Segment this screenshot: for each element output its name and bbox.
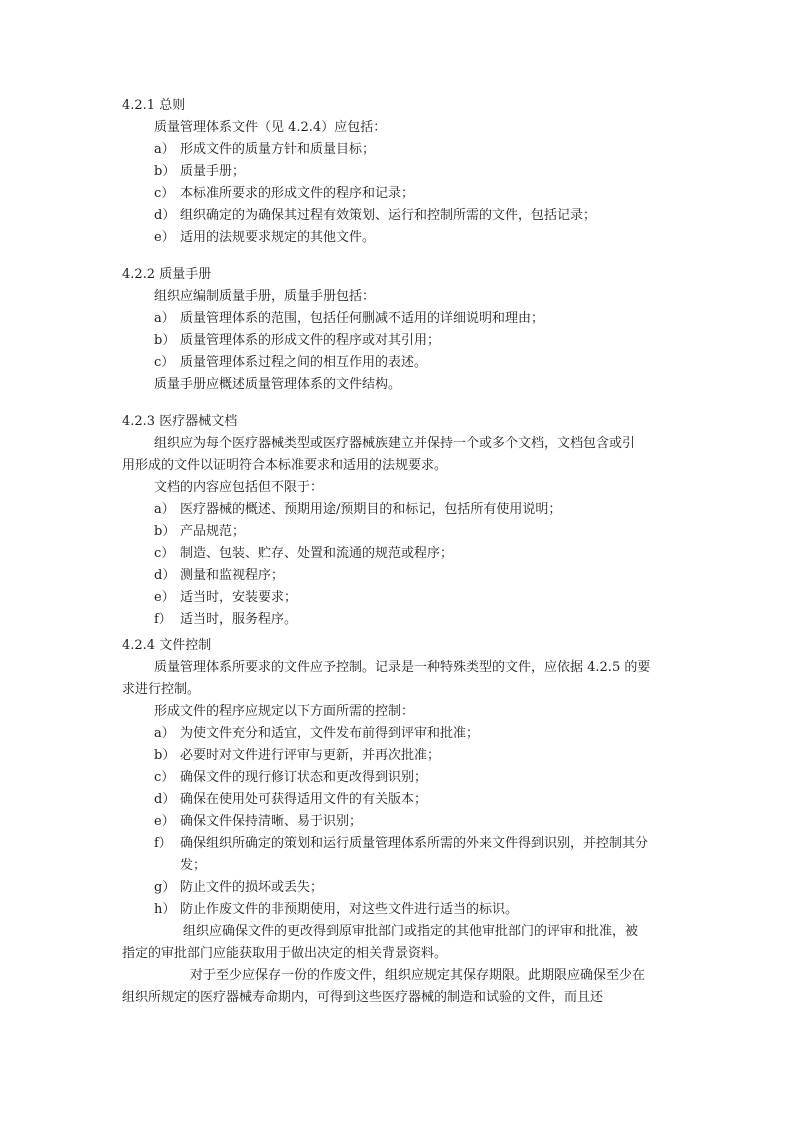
list-item — [154, 609, 297, 631]
item-text: 组织确定的为确保其过程有效策划、运行和控制所需的文件，包括记录； — [180, 208, 597, 223]
item-label: a） — [154, 311, 175, 326]
item-text: 适当时，服务程序。 — [180, 612, 298, 627]
item-label: c） — [154, 186, 175, 201]
heading-4-2-2: 4.2.2 质量手册 — [122, 267, 212, 282]
item-text: 必要时对文件进行评审与更新，并再次批准； — [180, 748, 441, 763]
paragraph-line: 用形成的文件以证明符合本标准要求和适用的法规要求。 — [122, 458, 448, 473]
list-item — [154, 352, 427, 374]
item-text: 本标准所要求的形成文件的程序和记录； — [180, 186, 415, 201]
item-text: 质量管理体系过程之间的相互作用的表述。 — [180, 355, 428, 370]
item-label: c） — [154, 770, 175, 785]
list-item — [154, 543, 453, 565]
heading-4-2-4: 4.2.4 文件控制 — [122, 638, 212, 653]
item-text: 医疗器械的概述、预期用途/预期目的和标记，包括所有使用说明； — [180, 502, 562, 517]
item-label: e） — [154, 814, 175, 829]
item-label: e） — [154, 590, 175, 605]
item-label: b） — [154, 748, 176, 763]
item-text: 防止文件的损坏或丢失； — [180, 880, 324, 895]
intro-4-2-1: 质量管理体系文件（见 4.2.4）应包括： — [154, 120, 387, 135]
list-item — [154, 877, 323, 899]
list-item — [154, 899, 518, 921]
list-item — [154, 205, 596, 227]
list-item — [154, 161, 245, 183]
item-text: 为使文件充分和适宜，文件发布前得到评审和批准； — [180, 726, 480, 741]
item-label: b） — [154, 164, 176, 179]
item-label: d） — [154, 208, 176, 223]
list-item — [154, 723, 479, 745]
list-item — [154, 139, 375, 161]
item-text: 制造、包装、贮存、处置和流通的规范或程序； — [180, 546, 454, 561]
item-text: 测量和监视程序； — [180, 568, 285, 583]
list-item — [154, 499, 561, 521]
paragraph-line: 组织所规定的医疗器械寿命期内，可得到这些医疗器械的制造和试验的文件，而且还 — [122, 990, 604, 1005]
item-label: h） — [154, 902, 176, 917]
item-text: 质量手册； — [180, 164, 246, 179]
intro-4-2-2: 组织应编制质量手册，质量手册包括： — [154, 289, 376, 304]
paragraph-line: 求进行控制。 — [122, 682, 201, 697]
item-label: b） — [154, 524, 176, 539]
item-label: g） — [154, 880, 176, 895]
item-label: d） — [154, 568, 176, 583]
item-text: 适用的法规要求规定的其他文件。 — [180, 230, 376, 245]
list-item — [154, 811, 362, 833]
intro-4-2-4: 形成文件的程序应规定以下方面所需的控制： — [154, 704, 415, 719]
list-item — [154, 767, 427, 789]
item-label: f） — [154, 612, 172, 627]
item-text: 确保组织所确定的策划和运行质量管理体系所需的外来文件得到识别，并控制其分 — [180, 836, 649, 851]
list-item — [154, 330, 440, 352]
item-label: a） — [154, 726, 175, 741]
item-text: 确保文件保持清晰、易于识别； — [180, 814, 363, 829]
item-label: a） — [154, 142, 175, 157]
list-item — [154, 745, 440, 767]
item-text: 确保文件的现行修订状态和更改得到识别； — [180, 770, 428, 785]
item-label: f） — [154, 836, 172, 851]
item-label: e） — [154, 230, 175, 245]
list-item — [154, 521, 245, 543]
paragraph-line: 指定的审批部门应能获取用于做出决定的相关背景资料。 — [122, 946, 448, 961]
item-label: c） — [154, 546, 175, 561]
list-item — [154, 183, 414, 205]
list-item-continuation: 发； — [180, 858, 207, 873]
item-text: 产品规范； — [180, 524, 246, 539]
paragraph-line: 组织应确保文件的更改得到原审批部门或指定的其他审批部门的评审和批准，被 — [183, 924, 639, 939]
paragraph-line: 质量管理体系所要求的文件应予控制。记录是一种特殊类型的文件，应依据 4.2.5 的要 — [154, 660, 651, 675]
item-text: 质量管理体系的形成文件的程序或对其引用； — [180, 333, 441, 348]
list-item — [154, 789, 427, 811]
list-item — [154, 565, 284, 587]
item-text: 确保在使用处可获得适用文件的有关版本； — [180, 792, 428, 807]
paragraph-line: 组织应为每个医疗器械类型或医疗器械族建立并保持一个或多个文档，文档包含或引 — [154, 436, 636, 451]
item-text: 形成文件的质量方针和质量目标； — [180, 142, 376, 157]
list-item — [154, 833, 648, 855]
item-label: d） — [154, 792, 176, 807]
paragraph-line: 对于至少应保存一份的作废文件，组织应规定其保存期限。此期限应确保至少在 — [190, 968, 646, 983]
item-label: a） — [154, 502, 175, 517]
list-item — [154, 308, 544, 330]
intro-4-2-3: 文档的内容应包括但不限于： — [154, 480, 324, 495]
list-item — [154, 587, 297, 609]
item-text: 质量管理体系的范围，包括任何删减不适用的详细说明和理由； — [180, 311, 545, 326]
heading-4-2-3: 4.2.3 医疗器械文档 — [122, 414, 238, 429]
item-text: 适当时，安装要求； — [180, 590, 298, 605]
heading-4-2-1: 4.2.1 总则 — [122, 98, 186, 113]
closing-4-2-2: 质量手册应概述质量管理体系的文件结构。 — [154, 377, 402, 392]
item-label: c） — [154, 355, 175, 370]
item-text: 防止作废文件的非预期使用，对这些文件进行适当的标识。 — [180, 902, 519, 917]
item-label: b） — [154, 333, 176, 348]
list-item — [154, 227, 375, 249]
